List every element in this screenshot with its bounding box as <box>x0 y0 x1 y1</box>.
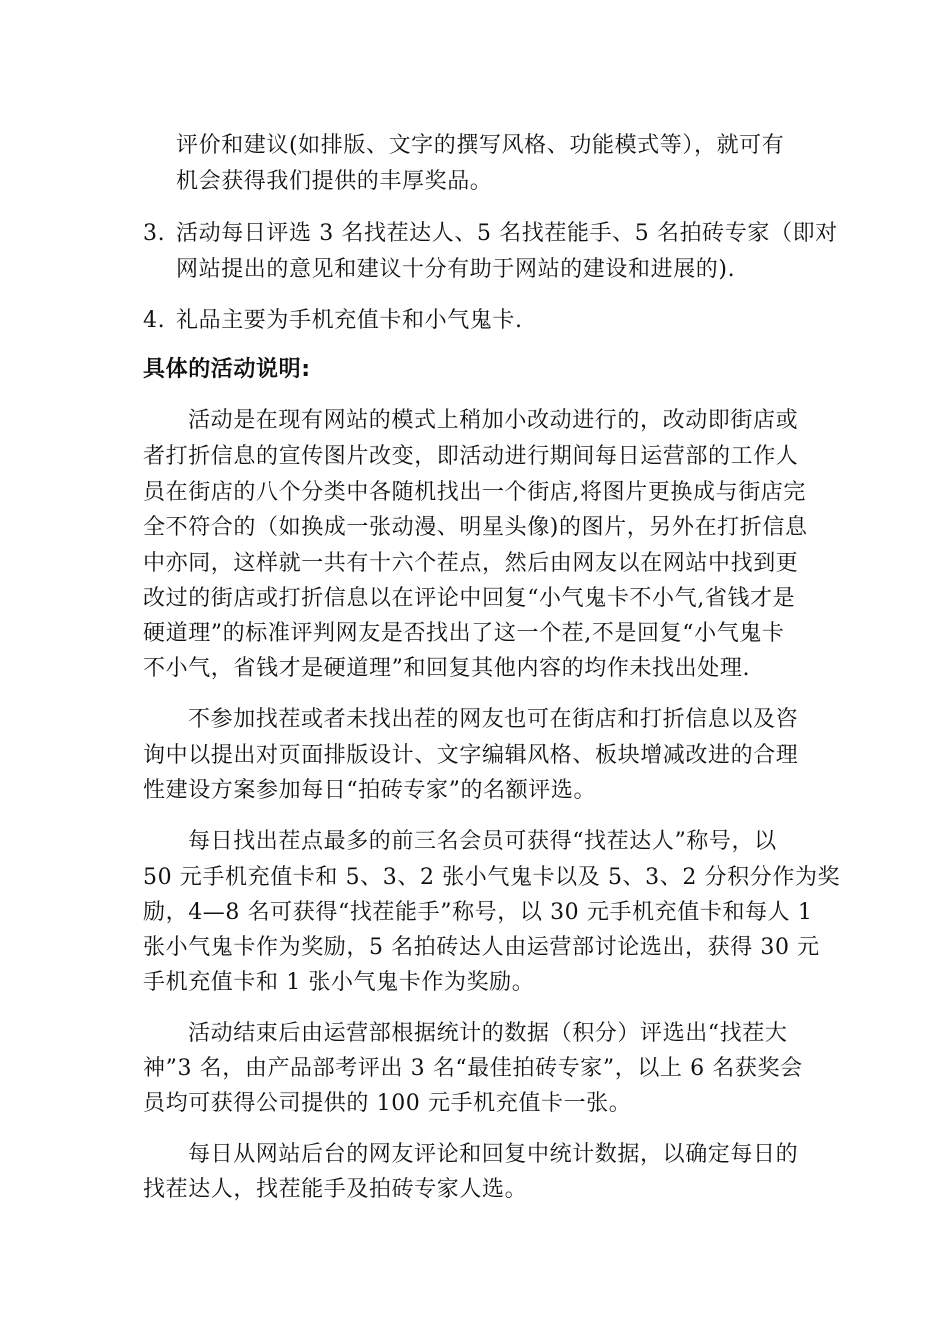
item2-line-2: 机会获得我们提供的丰厚奖品。 <box>176 169 493 194</box>
para1-line-2: 者打折信息的宣传图片改变，即活动进行期间每日运营部的工作人 <box>143 444 799 469</box>
item4-number: 4. <box>143 308 166 333</box>
para3-line-3: 励，4—8 名可获得“找茬能手”称号，以 30 元手机充值卡和每人 1 <box>143 900 813 925</box>
para1-line-7: 硬道理”的标准评判网友是否找出了这一个茬,不是回复“小气鬼卡 <box>143 621 785 646</box>
para3-line-5: 手机充值卡和 1 张小气鬼卡作为奖励。 <box>143 970 535 995</box>
para1-line-3: 员在街店的八个分类中各随机找出一个街店,将图片更换成与街店完 <box>143 480 806 505</box>
para2-line-3: 性建设方案参加每日“拍砖专家”的名额评选。 <box>143 778 597 803</box>
item3-number: 3. <box>143 221 166 246</box>
para3-line-4: 张小气鬼卡作为奖励，5 名拍砖达人由运营部讨论选出，获得 30 元 <box>143 935 820 960</box>
para2-line-1: 不参加找茬或者未找出茬的网友也可在街店和打折信息以及咨 <box>188 707 799 732</box>
item3-line-1: 活动每日评选 3 名找茬达人、5 名找茬能手、5 名拍砖专家（即对 <box>176 221 838 246</box>
para1-line-8: 不小气，省钱才是硬道理”和回复其他内容的均作未找出处理. <box>143 656 751 681</box>
para4-line-2: 神”3 名，由产品部考评出 3 名“最佳拍砖专家”，以上 6 名获奖会 <box>143 1056 803 1081</box>
item3-line-2: 网站提出的意见和建议十分有助于网站的建设和进展的). <box>176 257 736 282</box>
para5-line-2: 找茬达人，找茬能手及拍砖专家人选。 <box>143 1177 528 1202</box>
para5-line-1: 每日从网站后台的网友评论和回复中统计数据，以确定每日的 <box>188 1142 799 1167</box>
para4-line-1: 活动结束后由运营部根据统计的数据（积分）评选出“找茬大 <box>188 1021 788 1046</box>
para3-line-1: 每日找出茬点最多的前三名会员可获得“找茬达人”称号，以 <box>188 829 777 854</box>
para1-line-1: 活动是在现有网站的模式上稍加小改动进行的，改动即街店或 <box>188 408 799 433</box>
para3-line-2: 50 元手机充值卡和 5、3、2 张小气鬼卡以及 5、3、2 分积分作为奖 <box>143 865 841 890</box>
para1-line-4: 全不符合的（如换成一张动漫、明星头像)的图片，另外在打折信息 <box>143 515 808 540</box>
para1-line-6: 改过的街店或打折信息以在评论中回复“小气鬼卡不小气,省钱才是 <box>143 586 796 611</box>
para4-line-3: 员均可获得公司提供的 100 元手机充值卡一张。 <box>143 1091 632 1116</box>
item2-line-1: 评价和建议(如排版、文字的撰写风格、功能模式等），就可有 <box>176 133 785 158</box>
para1-line-5: 中亦同，这样就一共有十六个茬点，然后由网友以在网站中找到更 <box>143 551 799 576</box>
section-heading: 具体的活动说明: <box>143 357 311 382</box>
item4-line-1: 礼品主要为手机充值卡和小气鬼卡. <box>176 308 523 333</box>
para2-line-2: 询中以提出对页面排版设计、文字编辑风格、板块增减改进的合理 <box>143 743 799 768</box>
